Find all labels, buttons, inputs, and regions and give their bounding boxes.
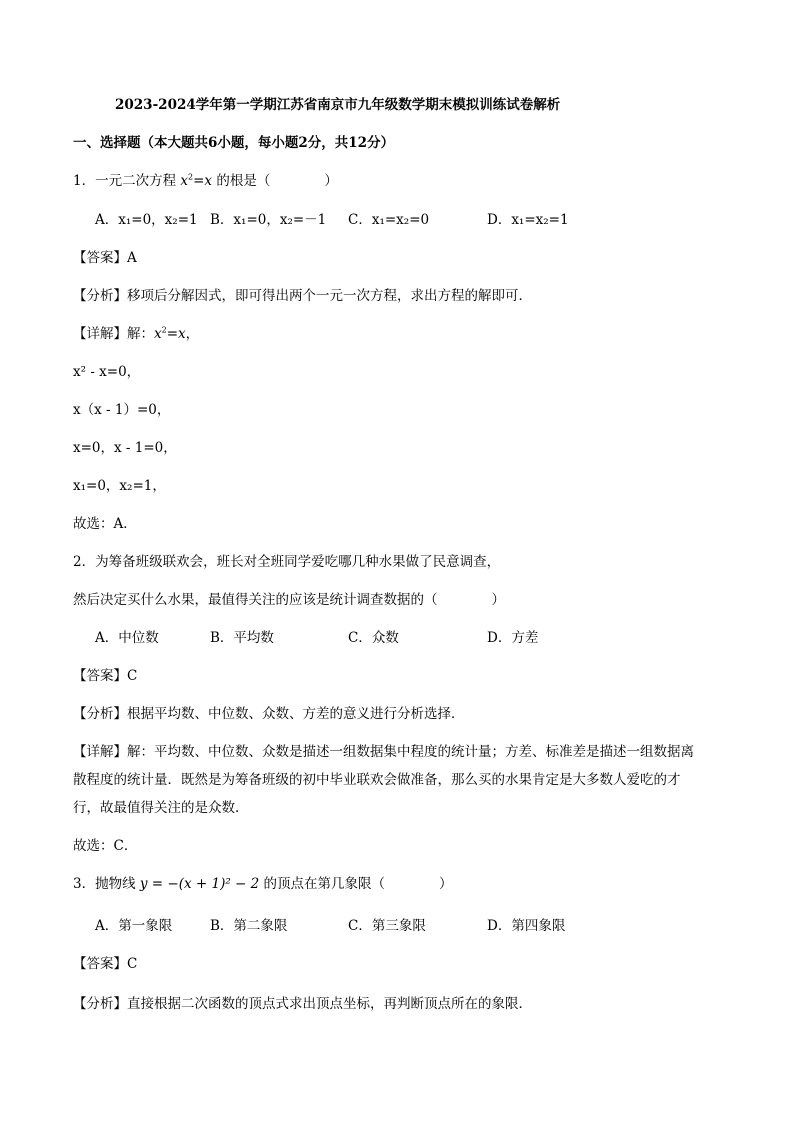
q2-analysis: 【分析】根据平均数、中位数、众数、方差的意义进行分析选择． bbox=[73, 706, 465, 722]
q1-option-a: A．x₁=0，x₂=1 bbox=[95, 212, 198, 228]
q1-option-c: C．x₁=x₂=0 bbox=[348, 212, 430, 228]
question-3-suffix: 的顶点在第几象限（ ） bbox=[263, 876, 453, 892]
question-2-stem-line-2: 然后决定买什么水果，最值得关注的应该是统计调查数据的（ ） bbox=[73, 592, 505, 608]
q3-analysis: 【分析】直接根据二次函数的顶点式求出顶点坐标，再判断顶点所在的象限． bbox=[73, 996, 532, 1012]
q2-option-c: C．众数 bbox=[348, 630, 399, 646]
q1-choose: 故选：A． bbox=[73, 516, 137, 532]
q1-step-4: x₁=0，x₂=1， bbox=[73, 478, 166, 494]
q1-option-b: B．x₁=0，x₂=－1 bbox=[210, 212, 327, 228]
q3-option-d: D．第四象限 bbox=[487, 918, 566, 934]
q2-detail-line-3: 行，故最值得关注的是众数． bbox=[73, 800, 249, 816]
q1-detail-equation: $x^2=x$， bbox=[154, 325, 200, 342]
q1-answer: 【答案】A bbox=[73, 250, 137, 266]
q1-step-3: x=0，x - 1=0， bbox=[73, 440, 177, 456]
question-1-stem bbox=[73, 171, 338, 191]
q1-step-2: x（x - 1）=0， bbox=[73, 402, 171, 418]
q1-detail bbox=[73, 324, 199, 344]
q1-analysis: 【分析】移项后分解因式，即可得出两个一元一次方程，求出方程的解即可． bbox=[73, 288, 532, 304]
q2-option-a: A．中位数 bbox=[95, 630, 159, 646]
q1-option-d: D．x₁=x₂=1 bbox=[487, 212, 569, 228]
question-2-stem-line-1: 2．为筹备班级联欢会，班长对全班同学爱吃哪几种水果做了民意调查， bbox=[73, 554, 501, 570]
q3-option-a: A．第一象限 bbox=[95, 918, 173, 934]
q3-answer: 【答案】C bbox=[73, 956, 138, 972]
question-3-prefix: 3．抛物线 bbox=[73, 876, 136, 892]
q2-option-b: B．平均数 bbox=[210, 630, 274, 646]
question-3-stem bbox=[73, 874, 453, 894]
document-title: 2023-2024学年第一学期江苏省南京市九年级数学期末模拟训练试卷解析 bbox=[115, 97, 561, 113]
section-heading: 一、选择题（本大题共6小题，每小题2分，共12分） bbox=[73, 135, 395, 151]
q2-option-d: D．方差 bbox=[487, 630, 539, 646]
q2-detail-line-2: 散程度的统计量．既然是为筹备班级的初中毕业联欢会做准备，那么买的水果肯定是大多数人爱吃的才 bbox=[73, 772, 681, 788]
q3-option-c: C．第三象限 bbox=[348, 918, 426, 934]
q2-choose: 故选：C． bbox=[73, 838, 138, 854]
question-1-suffix: 的根是（ ） bbox=[216, 173, 338, 189]
q1-detail-prefix: 【详解】解： bbox=[73, 326, 154, 342]
q3-option-b: B．第二象限 bbox=[210, 918, 288, 934]
question-1-equation: $x^2=x$ bbox=[180, 172, 213, 189]
question-3-formula: y = −(x + 1)² − 2 bbox=[139, 876, 260, 892]
q1-step-1: x² - x=0， bbox=[73, 364, 141, 380]
q2-answer: 【答案】C bbox=[73, 668, 138, 684]
question-1-prefix: 1．一元二次方程 bbox=[73, 173, 177, 189]
q2-detail-line-1: 【详解】解：平均数、中位数、众数是描述一组数据集中程度的统计量；方差、标准差是描述一组数据离 bbox=[73, 744, 694, 760]
